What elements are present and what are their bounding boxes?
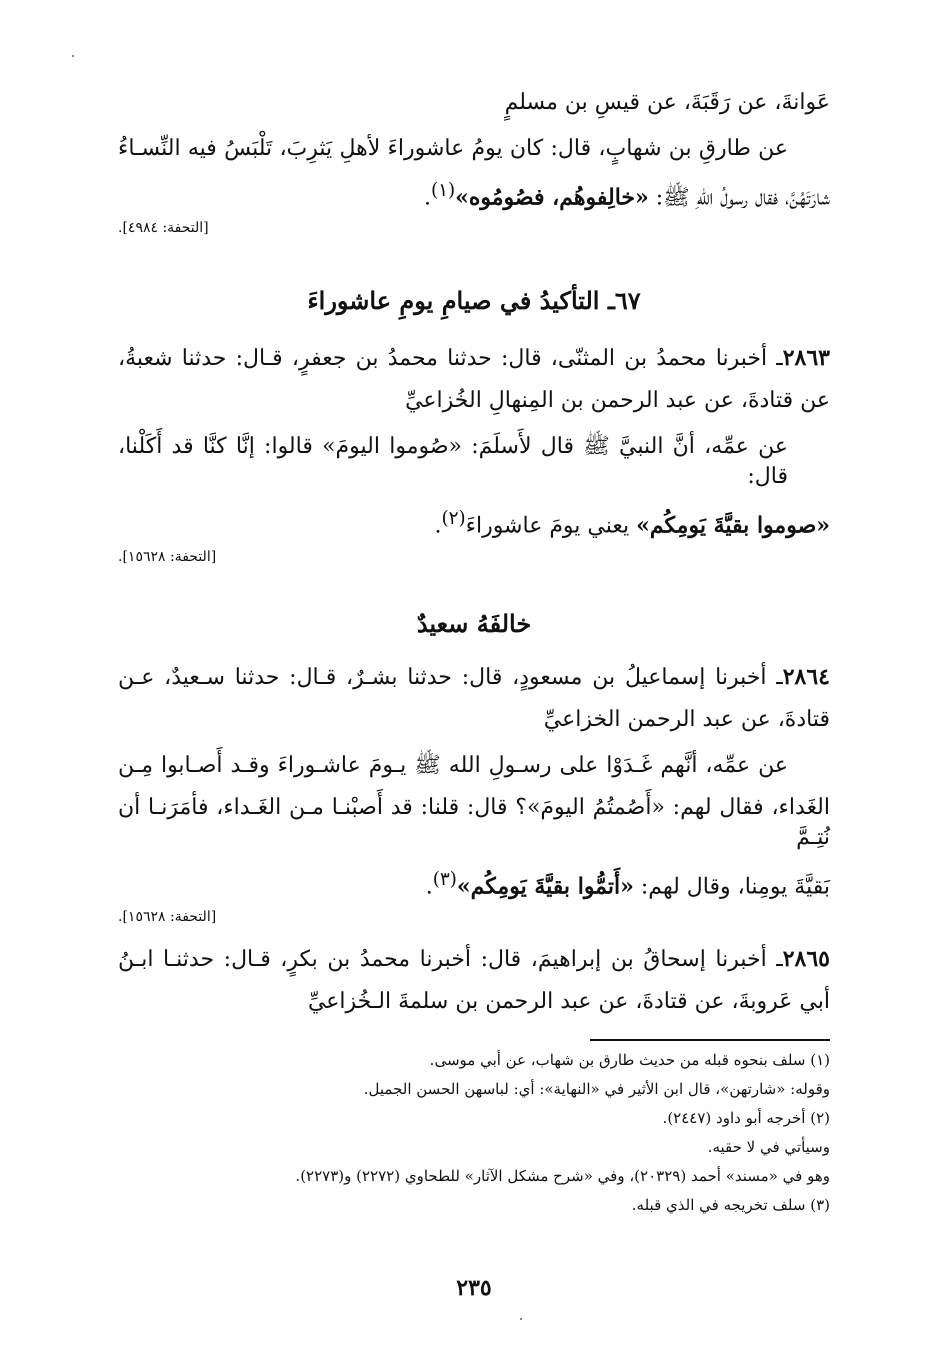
hadith-text: شارَتَهُنَّ، فقال رسولُ اللهِ ﷺ: [648,185,830,211]
hadith-2864-line4: الغَداء، فقال لهم: «أَصُمتُمُ اليومَ»؟ قال: قلنا: قد أَصبْنـا مـن الغَـداء، فأمَرَنـا أن نُتِـمَّ [118,794,830,850]
hadith-2864-line2: قتادةَ، عن عبد الرحمن الخزاعيِّ [543,706,830,732]
footnote-ref: (١) [430,180,456,201]
footnotes [118,1049,830,1216]
footnote-line: وهو في «مسند» أحمد (٢٠٣٢٩)، وفي «شرح مشكل الآثار» للطحاوي (٢٢٧٢) و(٢٢٧٣). [295,1166,830,1185]
tuhfa-reference: [التحفة: ١٥٦٢٨]. [118,908,217,925]
chain-intro: عَوانةَ، عن رَقَبَةَ، عن قيسِ بن مسلمٍ [504,90,830,115]
chapter-number: ٦٧ [614,286,641,316]
hadith-2862-line1: عن طارقِ بن شهابٍ، قال: كان يومُ عاشوراءَ لأهلِ يَثرِبَ، تَلْبَسُ فيه النِّسـاءُ [118,136,788,161]
footnote-line: (٣) سلف تخريجه في الذي قبله. [631,1195,830,1214]
page-body [118,70,830,1216]
footnote-line: وقوله: «شارتهن»، قال ابن الأثير في «النهاية»: أي: لباسهن الحسن الجميل. [363,1079,830,1098]
footnote-ref: (٢) [441,508,466,530]
chapter-title: ـ التأكيدُ في صيامِ يومِ عاشوراءَ [307,286,615,316]
prophet-quote: «صوموا بقيَّةَ يَومِكُم» [636,512,830,539]
hadith-2865-line2: أبي عَروبةَ، عن قتادةَ، عن عبد الرحمن بن سلمةَ الـخُزاعيِّ [307,988,830,1014]
footnote-line: وسيأتي في لا حقيه. [707,1137,830,1156]
period: . [423,185,431,211]
tuhfa-reference: [التحفة: ١٥٦٢٨]. [118,548,217,565]
page-number: ٢٣٥ [456,1275,492,1301]
tuhfa-reference: [التحفة: ٤٩٨٤]. [118,220,209,237]
hadith-2864-line3: عن عمِّه، أنَّهم غَـدَوْا على رسـولِ الله ﷺ يـومَ عاشـوراءَ وقـد أَصـابوا مِـن [118,752,788,778]
hadith-2863-line2: عن قتادةَ، عن عبد الرحمن بن المِنهالِ الخُزاعيِّ [405,388,830,414]
scan-speck [72,55,74,57]
hadith-2863-line1 [118,343,830,374]
period: . [425,873,433,899]
hadith-2865-line1 [118,944,830,975]
hadith-text: ـ أخبرنا محمدُ بن المثنّى، قال: حدثنا محمدُ بن جعفرٍ، قـال: حدثنا شعبةُ، [118,346,783,372]
hadith-number: ٢٨٦٤ [782,663,830,690]
hadith-text: ـ أخبرنا إسحاقُ بن إبراهيمَ، قال: أخبرنا محمدُ بن بكرٍ، قـال: حدثنـا ابـنُ [118,946,783,972]
hadith-text: ـ أخبرنا إسماعيلُ بن مسعودٍ، قال: حدثنا بشـرٌ، قـال: حدثنا سـعيدٌ، عـن [118,664,783,690]
section-subheading: خالفَهُ سعيدٌ [416,608,532,638]
period: . [434,513,442,539]
hadith-2863-line4 [118,504,830,541]
hadith-text: بَقيَّةَ يومِنا، وقال لهم: [633,873,830,899]
hadith-number: ٢٨٦٣ [782,345,830,372]
hadith-text: يعني يومَ عاشوراءَ [465,513,637,539]
hadith-2864-line1 [118,662,830,693]
scan-speck [520,1318,522,1320]
footnote-line: (٢) أخرجه أبو داود (٢٤٤٧). [662,1108,830,1127]
hadith-2863-line3: عن عمِّه، أنَّ النبيَّ ﷺ قال لأَسلَمَ: «صُوموا اليومَ» قالوا: إنَّا كنَّا قد أَكَلْنا، قال: [118,434,788,490]
footnote-ref: (٣) [432,868,457,890]
hadith-2864-line5 [118,865,830,902]
prophet-quote: «خالِفوهُم، فصُومُوه» [455,184,649,211]
hadith-number: ٢٨٦٥ [782,945,830,972]
hadith-2862-line2 [118,176,830,213]
prophet-quote: «أَتمُّوا بقيَّةَ يَومِكُم» [456,872,634,899]
chapter-heading [118,285,830,317]
footnote-divider [590,1039,830,1041]
footnote-line: (١) سلف بنحوه قبله من حديث طارق بن شهاب، عن أبي موسى. [429,1050,830,1069]
